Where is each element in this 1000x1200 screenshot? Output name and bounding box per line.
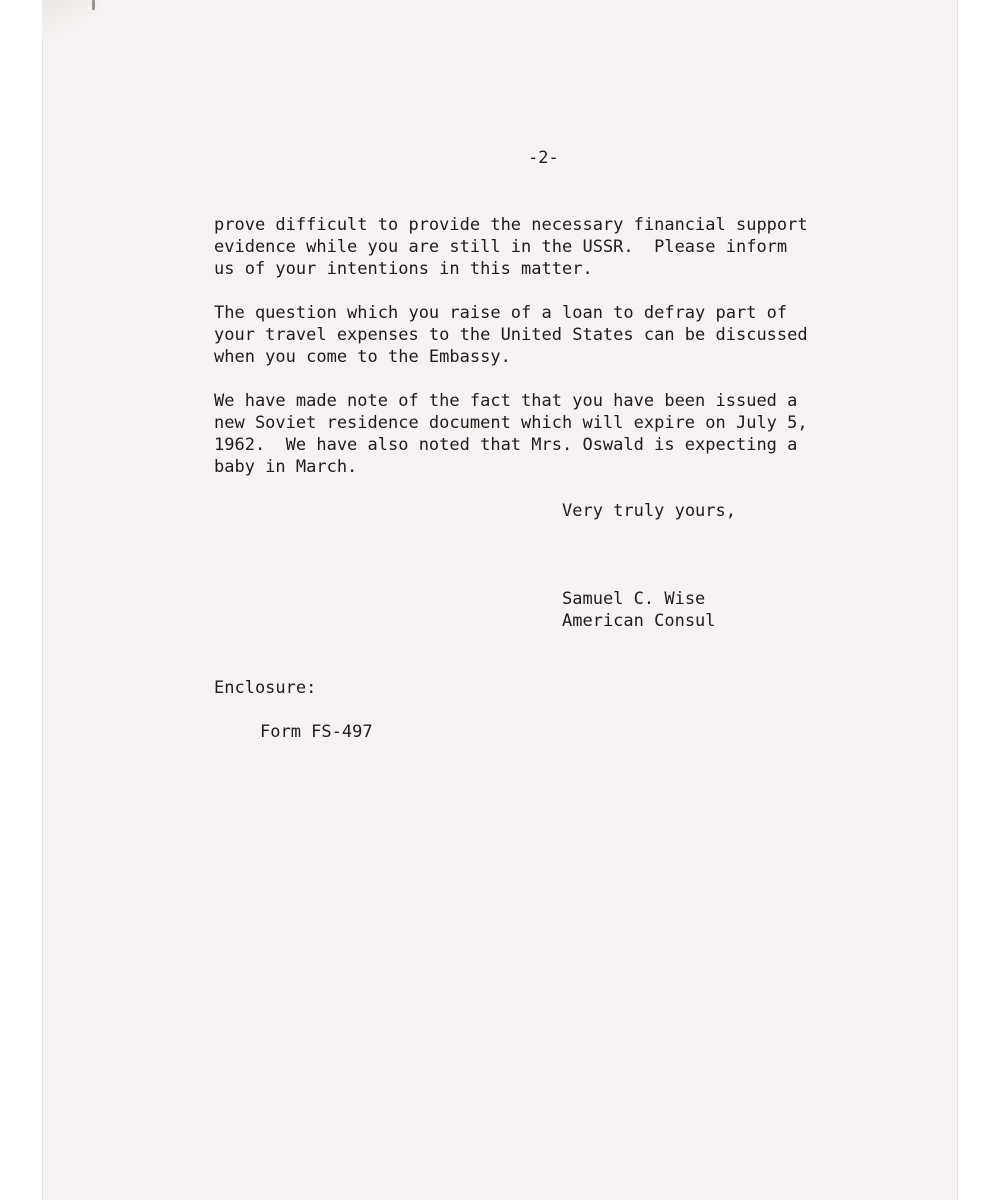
enclosure-label: Enclosure: xyxy=(214,678,317,698)
paragraph-line: evidence while you are still in the USSR. Please inform xyxy=(214,237,788,257)
paragraph-line: 1962. We have also noted that Mrs. Oswald is expecting a xyxy=(214,435,798,455)
signatory-name: Samuel C. Wise xyxy=(562,589,706,609)
paragraph-line: prove difficult to provide the necessary financial support xyxy=(214,215,808,235)
paragraph-residence-document xyxy=(214,390,808,478)
staple-mark xyxy=(92,0,95,10)
paragraph-line: when you come to the Embassy. xyxy=(214,347,511,367)
closing: Very truly yours, xyxy=(562,501,736,521)
paragraph-line: The question which you raise of a loan to defray part of xyxy=(214,303,788,323)
paragraph-line: your travel expenses to the United States can be discussed xyxy=(214,325,808,345)
signatory-title: American Consul xyxy=(562,611,716,631)
paragraph-line: We have made note of the fact that you have been issued a xyxy=(214,391,798,411)
paragraph-line: baby in March. xyxy=(214,457,358,477)
letter-page xyxy=(42,0,958,1200)
paragraph-line: us of your intentions in this matter. xyxy=(214,259,593,279)
enclosure-item: Form FS-497 xyxy=(260,722,373,742)
page-number: -2- xyxy=(528,148,559,168)
paragraph-travel-loan xyxy=(214,302,808,368)
paragraph-line: new Soviet residence document which will expire on July 5, xyxy=(214,413,808,433)
paragraph-financial-support xyxy=(214,214,808,280)
